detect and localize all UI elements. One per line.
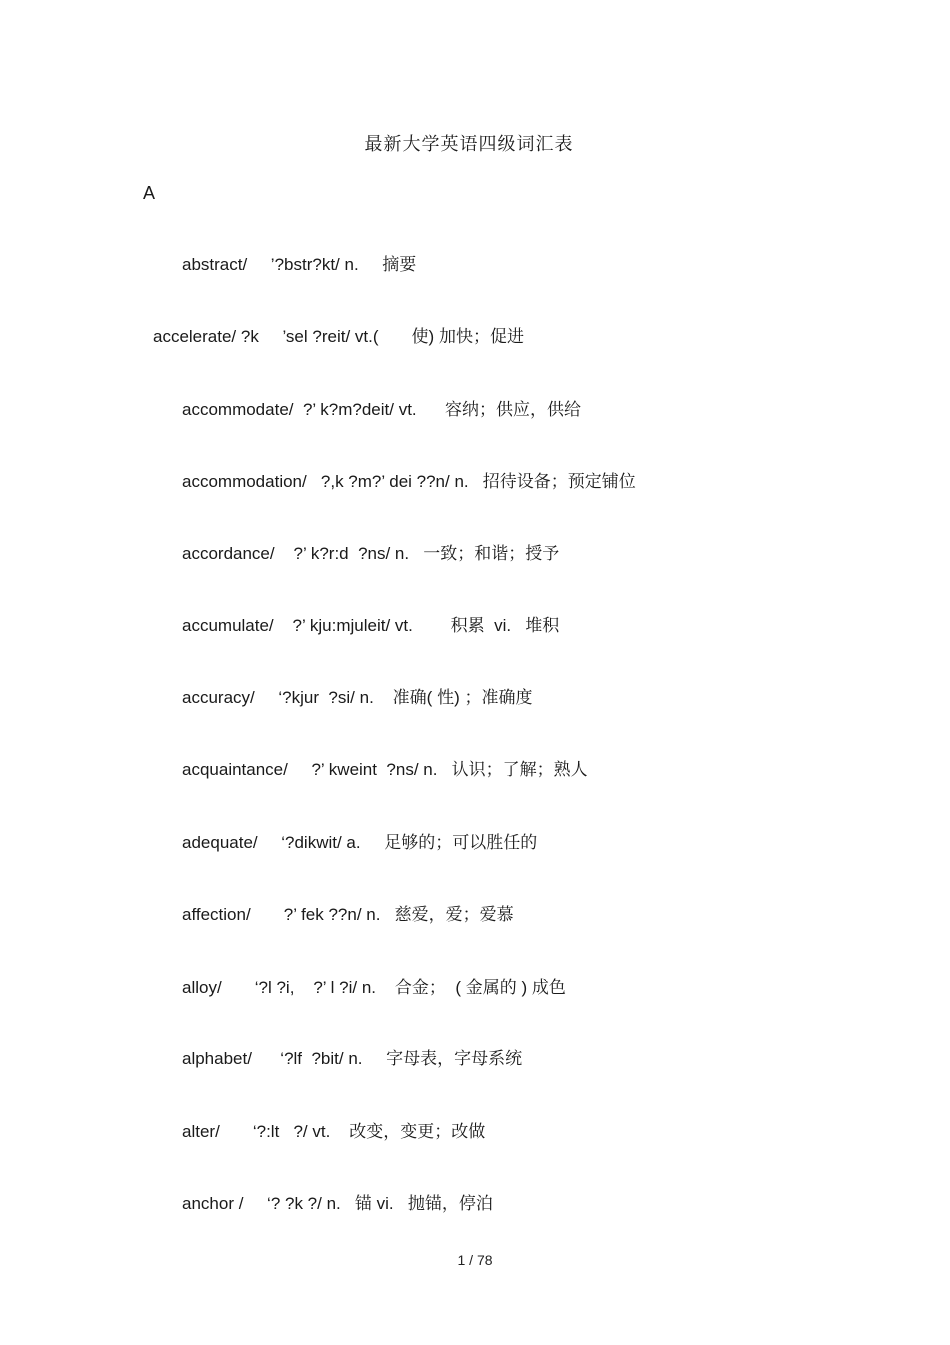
vocabulary-entry: anchor / ‘? ?k ?/ n. 锚 vi. 抛锚，停泊: [182, 1194, 493, 1213]
vocabulary-entry: affection/ ?’ fek ??n/ n. 慈爱，爱；爱慕: [182, 905, 514, 924]
vocabulary-entry: accuracy/ ‘?kjur ?si/ n. 准确( 性) ；准确度: [182, 688, 533, 707]
vocabulary-entry: accommodate/ ?’ k?m?deit/ vt. 容纳；供应，供给: [182, 400, 581, 419]
vocabulary-entry: accumulate/ ?’ kju:mjuleit/ vt. 积累 vi. 堆积: [182, 616, 560, 635]
vocabulary-entry: abstract/ ’?bstr?kt/ n. 摘要: [182, 255, 417, 274]
page-number: 1 / 78: [457, 1252, 493, 1268]
vocabulary-entry: acquaintance/ ?’ kweint ?ns/ n. 认识；了解；熟人: [182, 760, 588, 779]
vocabulary-entry: accommodation/ ?,k ?m?’ dei ??n/ n. 招待设备；预定铺位: [182, 472, 636, 491]
page-title: 最新大学英语四级词汇表: [364, 134, 574, 155]
vocabulary-entry: adequate/ ‘?dikwit/ a. 足够的；可以胜任的: [182, 833, 538, 852]
vocabulary-entry: accordance/ ?’ k?r:d ?ns/ n. 一致；和谐；授予: [182, 544, 560, 563]
vocabulary-entry: alphabet/ ‘?lf ?bit/ n. 字母表，字母系统: [182, 1049, 523, 1068]
vocabulary-entry: accelerate/ ?k ’sel ?reit/ vt.( 使) 加快；促进: [153, 327, 524, 346]
vocabulary-entry: alloy/ ‘?l ?i, ?’ l ?i/ n. 合金； ( 金属的 ) 成色: [182, 978, 566, 997]
section-heading: A: [143, 183, 156, 203]
vocabulary-entry: alter/ ‘?:lt ?/ vt. 改变，变更；改做: [182, 1122, 486, 1141]
